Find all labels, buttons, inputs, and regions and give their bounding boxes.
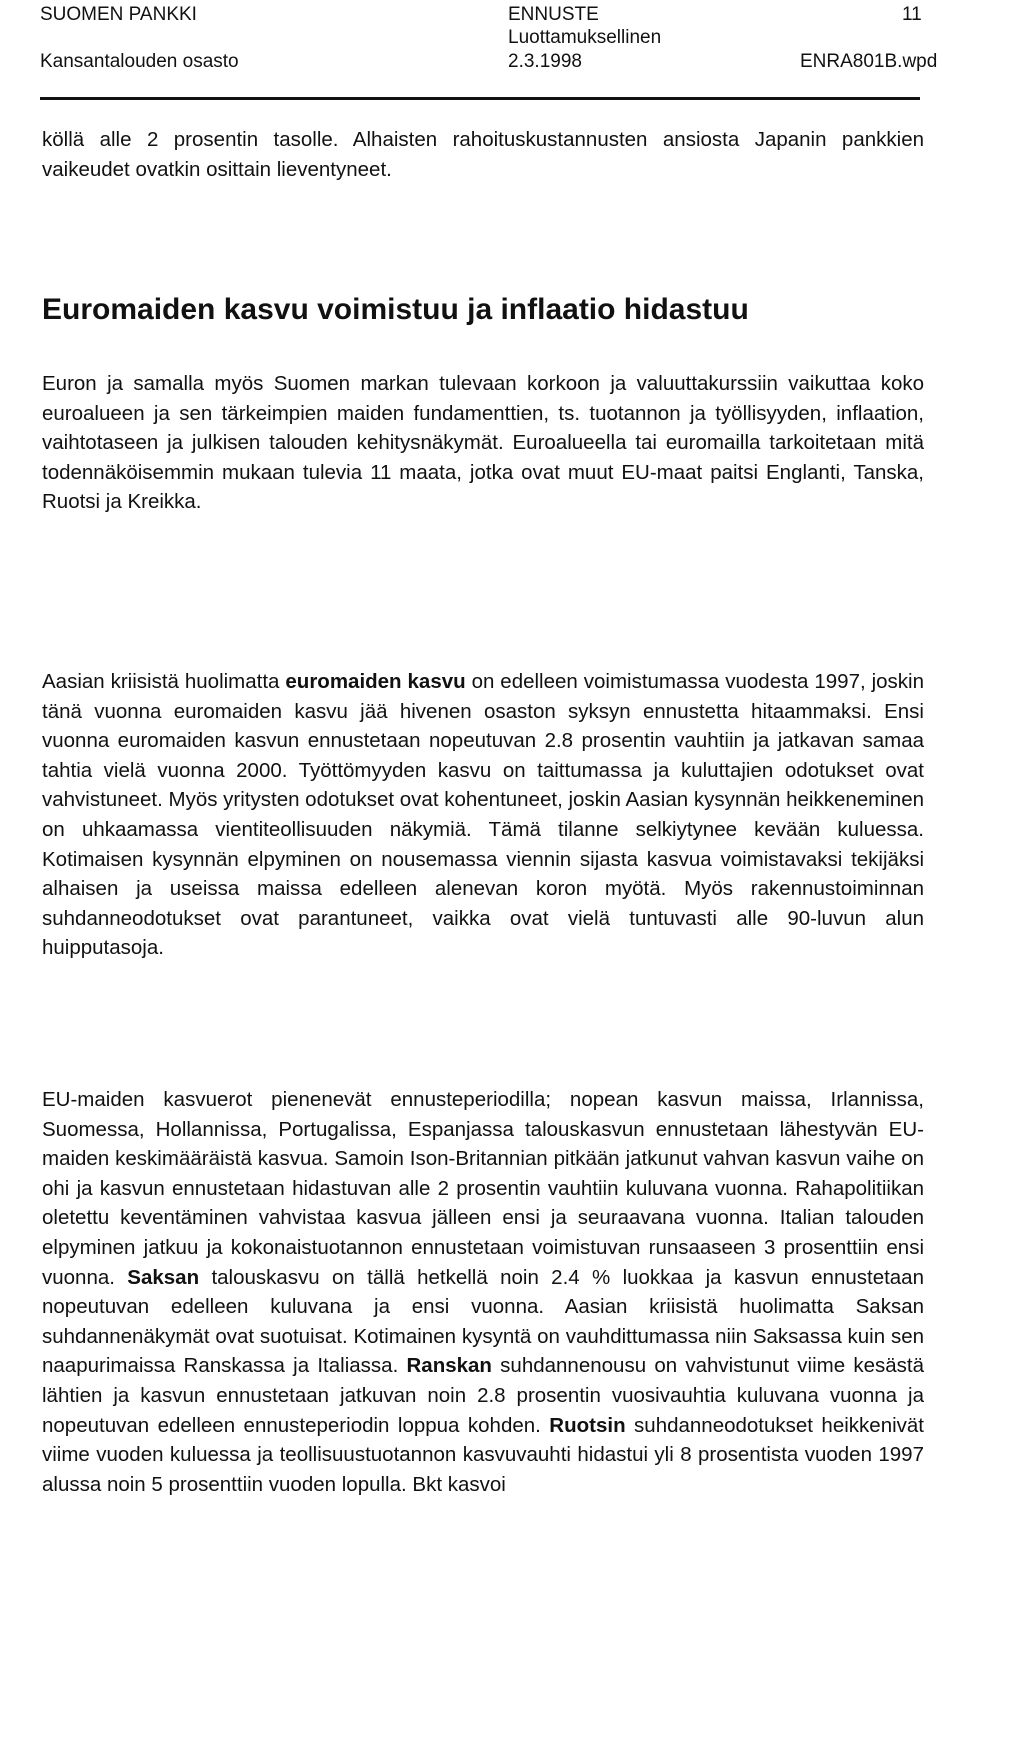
- para2-text-a: Aasian kriisistä huolimatta: [42, 670, 286, 693]
- paragraph-1: [42, 369, 924, 517]
- section-heading: Euromaiden kasvu voimistuu ja inflaatio hidastuu: [42, 293, 749, 326]
- header-date: 2.3.1998: [508, 51, 582, 72]
- para3-text-c: talouskasvu on tällä hetkellä noin 2.4 % luokkaa ja kasvun ennustetaan nopeutuvan edelleen kuluvana ja ensi vuonna. Aasian kriisistä huolimatta Saksan suhdannenäkymät ovat suotuisat. Kotimainen kysyntä on vauhdittumassa niin Saksassa kuin sen naapurimaissa Ranskassa ja Italiassa.: [42, 1265, 924, 1378]
- intro-text: köllä alle 2 prosentin tasolle. Alhaisten rahoituskustannusten ansiosta Japanin pankkien vaikeudet ovatkin osittain lieventyneet.: [42, 128, 924, 181]
- paragraph-2: [42, 667, 924, 963]
- header-dept: Kansantalouden osasto: [40, 51, 239, 72]
- para3-bold-ruotsin: Ruotsin: [549, 1413, 626, 1437]
- header-divider: [40, 97, 920, 100]
- paragraph-3: [42, 1085, 924, 1499]
- paragraph-1-text: Euron ja samalla myös Suomen markan tulevaan korkoon ja valuuttakurssiin vaikuttaa koko euroalueen ja sen tärkeimpien maiden fundamenttien, ts. tuotannon ja työllisyyden, inflaation, vaihtotaseen ja julkisen talouden kehitysnäkymät. Euroalueella tai euromailla tarkoitetaan mitä todennäköisemmin mukaan tulevia 11 maata, jotka ovat muut EU-maat paitsi Englanti, Tanska, Ruotsi ja Kreikka.: [42, 372, 924, 514]
- para3-text-a: EU-maiden kasvuerot pienenevät ennusteperiodilla; nopean kasvun maissa, Irlannissa, Suomessa, Hollannissa, Portugalissa, Espanjassa talouskasvun ennustetaan lähestyvän EU-maiden keskimääräistä kasvua. Samoin Ison-Britannian pitkään jatkunut vahvan kasvun vaihe on ohi ja kasvun ennustetaan hidastuvan alle 2 prosentin vauhtiin kuluvana vuonna. Rahapolitiikan oletettu keventäminen vahvistaa kasvua jälleen ensi ja seuraavana vuonna. Italian talouden elpyminen jatkuu ja kokonaistuotannon ennustetaan voimistuvan runsaaseen 3 prosenttiin ensi vuonna.: [42, 1088, 924, 1289]
- header-filename: ENRA801B.wpd: [800, 51, 938, 72]
- para2-text-c: on edelleen voimistumassa vuodesta 1997, joskin tänä vuonna euromaiden kasvu jää hivenen osaston syksyn ennustetta hitaammaksi. Ensi vuonna euromaiden kasvun ennustetaan nopeutuvan 2.8 prosentin vauhtiin ja jatkavan samaa tahtia vielä vuonna 2000. Työttömyyden kasvu on taittumassa ja kuluttajien odotukset ovat vahvistuneet. Myös yritysten odotukset ovat kohentuneet, joskin Aasian kysynnän heikkeneminen on uhkaamassa vientiteollisuuden näkymiä. Tämä tilanne selkiytynee kevään kuluessa. Kotimaisen kysynnän elpyminen on nousemassa viennin sijasta kasvua voimistavaksi tekijäksi alhaisen ja useissa maissa edelleen alenevan koron myötä. Myös rakennustoiminnan suhdanneodotukset ovat parantuneet, vaikka ovat vielä tuntuvasti alle 90-luvun alun huipputasoja.: [42, 670, 925, 960]
- header-page-number: 11: [902, 4, 922, 25]
- paragraph-2-text: [42, 667, 924, 963]
- para3-text-e: suhdannenousu on vahvistunut viime kesästä lähtien ja kasvun ennustetaan jatkuvan noin 2.8 prosentin vuosivauhtia kuluvana vuonna ja nopeutuvan edelleen ennusteperiodin loppua kohden.: [42, 1354, 924, 1437]
- para2-bold-euromaiden-kasvu: euromaiden kasvu: [285, 670, 466, 693]
- para3-bold-ranskan: Ranskan: [406, 1354, 492, 1378]
- para3-bold-saksan: Saksan: [127, 1265, 200, 1289]
- para3-text-g: suhdanneodotukset heikkenivät viime vuoden kuluessa ja teollisuustuotannon kasvuvauhti hidastui yli 8 prosentista vuoden 1997 alussa noin 5 prosenttiin vuoden lopulla. Bkt kasvoi: [42, 1413, 924, 1496]
- header-doc-type: ENNUSTE: [508, 4, 599, 25]
- header-classification: Luottamuksellinen: [508, 27, 662, 48]
- paragraph-3-text: [42, 1085, 924, 1499]
- header-org: SUOMEN PANKKI: [40, 4, 197, 25]
- intro-paragraph: [42, 125, 924, 184]
